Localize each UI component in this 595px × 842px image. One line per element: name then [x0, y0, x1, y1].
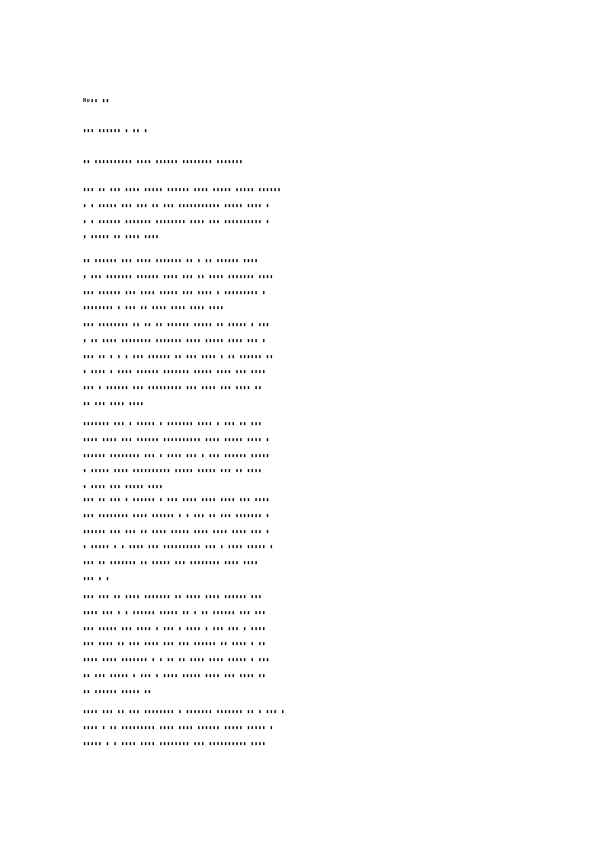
paragraph-line: ▮▮ ▮▮▮▮▮▮ ▮▮▮▮▮ ▮▮ [83, 688, 152, 695]
paragraph-line: ▮▮ ▮▮▮▮▮▮ ▮▮▮ ▮▮▮▮ ▮▮▮▮▮▮▮ ▮▮ ▮ ▮▮ ▮▮▮▮▮▮ ▮▮▮▮ [83, 258, 259, 264]
paragraph-line: ▮ ▮▮▮ ▮▮▮▮▮▮▮ ▮▮▮▮▮▮ ▮▮▮▮ ▮▮▮ ▮▮ ▮▮▮▮ ▮▮▮▮▮▮▮ ▮▮▮▮ [83, 273, 274, 280]
paragraph-line: ▮▮▮ ▮▮ ▮▮▮ ▮ ▮▮▮▮▮▮ ▮ ▮▮▮ ▮▮▮▮ ▮▮▮▮ ▮▮▮▮ ▮▮▮ ▮▮▮▮ [83, 497, 270, 503]
paragraph-line: ▮▮▮ ▮▮▮▮▮▮ ▮▮▮ ▮▮▮▮ ▮▮▮▮▮ ▮▮▮ ▮▮▮▮ ▮ ▮▮▮▮▮▮▮▮▮ ▮ [83, 289, 266, 296]
paragraph-line: ▮▮▮ ▮▮▮▮▮ ▮▮▮ ▮▮▮▮ ▮ ▮▮▮ ▮ ▮▮▮▮ ▮ ▮▮▮ ▮▮▮ ▮ ▮▮▮▮ [83, 625, 266, 632]
paragraph-line: ▮▮ ▮▮▮ ▮▮▮▮ ▮▮▮▮ [83, 401, 144, 407]
paragraph-line: ▮▮▮▮▮▮ ▮▮▮ ▮▮▮ ▮▮ ▮▮▮▮ ▮▮▮▮▮ ▮▮▮▮ ▮▮▮▮ ▮▮▮▮ ▮▮▮ ▮ [83, 528, 270, 535]
paragraph-line: ▮▮▮ ▮▮ ▮▮▮▮▮▮▮ ▮▮ ▮▮▮▮▮ ▮▮▮ ▮▮▮▮▮▮▮▮ ▮▮▮▮ ▮▮▮▮ [83, 560, 259, 567]
author-name: Nu▮▮ ▮▮ [83, 98, 110, 104]
document-date: ▮▮▮ ▮▮▮▮▮▮ ▮ ▮▮ ▮ [83, 128, 148, 134]
paragraph-line: ▮ ▮▮▮▮▮ ▮▮ ▮▮▮▮ ▮▮▮▮ [83, 234, 160, 241]
paragraph-line: ▮ ▮ ▮▮▮▮▮ ▮▮▮ ▮▮▮ ▮▮ ▮▮▮ ▮▮▮▮▮▮▮▮▮▮▮ ▮▮▮▮▮ ▮▮▮▮ ▮ [83, 202, 270, 209]
paragraph-line: ▮ ▮▮▮▮▮ ▮▮▮▮ ▮▮▮▮▮▮▮▮▮▮ ▮▮▮▮▮ ▮▮▮▮▮ ▮▮▮ ▮▮ ▮▮▮▮ [83, 468, 263, 475]
document-title: ▮▮ ▮▮▮▮▮▮▮▮▮▮ ▮▮▮▮ ▮▮▮▮▮▮ ▮▮▮▮▮▮▮▮ ▮▮▮▮▮▮▮ [83, 159, 244, 165]
paragraph-line: ▮▮▮▮ ▮▮▮▮ ▮▮▮ ▮▮▮▮▮▮ ▮▮▮▮▮▮▮▮▮▮ ▮▮▮▮ ▮▮▮▮▮ ▮▮▮▮ ▮ [83, 436, 270, 443]
paragraph-line: ▮ ▮▮▮▮▮ ▮ ▮ ▮▮▮▮ ▮▮▮ ▮▮▮▮▮▮▮▮▮▮ ▮▮▮ ▮ ▮▮▮▮ ▮▮▮▮▮ ▮ [83, 544, 274, 551]
paragraph-line: ▮▮▮▮▮▮▮▮ ▮ ▮▮▮ ▮▮ ▮▮▮▮ ▮▮▮▮ ▮▮▮▮ ▮▮▮▮ [83, 305, 224, 312]
paragraph-line: ▮ ▮ ▮▮▮▮▮▮ ▮▮▮▮▮▮▮ ▮▮▮▮▮▮▮▮ ▮▮▮▮ ▮▮▮ ▮▮▮▮▮▮▮▮▮▮ ▮ [83, 218, 270, 225]
paragraph-line: ▮▮▮ ▮ ▮▮▮▮▮▮ ▮▮▮ ▮▮▮▮▮▮▮▮▮ ▮▮▮ ▮▮▮▮ ▮▮▮ ▮▮▮▮ ▮▮ [83, 385, 263, 392]
paragraph-line: ▮▮▮▮▮ ▮ ▮ ▮▮▮▮ ▮▮▮▮ ▮▮▮▮▮▮▮▮ ▮▮▮ ▮▮▮▮▮▮▮▮▮▮ ▮▮▮▮ [83, 740, 266, 747]
paragraph-line: ▮ ▮▮▮▮ ▮ ▮▮▮▮ ▮▮▮▮▮▮ ▮▮▮▮▮▮▮ ▮▮▮▮▮ ▮▮▮▮ ▮▮▮ ▮▮▮▮ [83, 369, 266, 376]
paragraph-line: ▮▮▮▮ ▮ ▮▮ ▮▮▮▮▮▮▮▮▮ ▮▮▮▮ ▮▮▮▮ ▮▮▮▮▮▮ ▮▮▮▮▮ ▮▮▮▮▮ ▮ [83, 724, 274, 731]
paragraph-line: ▮▮▮ ▮▮▮ ▮▮ ▮▮▮▮ ▮▮▮▮▮▮▮ ▮▮ ▮▮▮▮ ▮▮▮▮ ▮▮▮▮▮▮ ▮▮▮ [83, 594, 263, 600]
paragraph-line: ▮▮▮ ▮ ▮ [83, 576, 110, 582]
paragraph-line: ▮▮▮▮▮▮ ▮▮▮▮▮▮▮▮ ▮▮▮ ▮ ▮▮▮▮ ▮▮▮ ▮ ▮▮▮ ▮▮▮▮▮▮ ▮▮▮▮▮ [83, 452, 270, 459]
paragraph-line: ▮▮▮▮▮▮▮ ▮▮▮ ▮ ▮▮▮▮▮ ▮ ▮▮▮▮▮▮▮ ▮▮▮▮ ▮ ▮▮▮ ▮▮ ▮▮▮ [83, 421, 263, 427]
paragraph-line: ▮ ▮▮ ▮▮▮▮ ▮▮▮▮▮▮▮▮ ▮▮▮▮▮▮▮ ▮▮▮▮ ▮▮▮▮▮ ▮▮▮▮ ▮▮▮ ▮ [83, 337, 266, 344]
paragraph-line: ▮▮▮▮ ▮▮▮ ▮ ▮ ▮▮▮▮▮▮ ▮▮▮▮▮ ▮▮ ▮ ▮▮ ▮▮▮▮▮▮ ▮▮▮ ▮▮▮ [83, 609, 266, 616]
paragraph-line: ▮▮▮ ▮▮▮▮▮▮▮▮ ▮▮▮▮ ▮▮▮▮▮▮ ▮ ▮ ▮▮▮ ▮▮ ▮▮▮ ▮▮▮▮▮▮▮ ▮ [83, 512, 270, 519]
paragraph-line: ▮▮▮ ▮▮ ▮▮▮ ▮▮▮▮ ▮▮▮▮▮ ▮▮▮▮▮▮ ▮▮▮▮ ▮▮▮▮▮ ▮▮▮▮▮ ▮▮▮▮▮▮ [83, 187, 282, 193]
paragraph-line: ▮ ▮▮▮▮ ▮▮▮ ▮▮▮▮▮ ▮▮▮▮ [83, 484, 164, 491]
paragraph-line: ▮▮▮▮ ▮▮▮▮ ▮▮▮▮▮▮▮ ▮ ▮ ▮▮ ▮▮ ▮▮▮▮ ▮▮▮▮ ▮▮▮▮▮ ▮ ▮▮▮ [83, 657, 270, 664]
paragraph-line: ▮▮▮ ▮▮ ▮ ▮ ▮ ▮▮▮ ▮▮▮▮▮▮ ▮▮ ▮▮▮ ▮▮▮▮ ▮ ▮▮ ▮▮▮▮▮▮ ▮▮ [83, 353, 274, 360]
paragraph-line: ▮▮▮ ▮▮▮▮ ▮▮ ▮▮▮ ▮▮▮▮ ▮▮▮ ▮▮▮ ▮▮▮▮▮▮ ▮▮ ▮▮▮▮ ▮ ▮▮ [83, 641, 266, 648]
paragraph-line: ▮▮▮ ▮▮▮▮▮▮▮▮ ▮▮ ▮▮ ▮▮ ▮▮▮▮▮▮ ▮▮▮▮▮ ▮▮ ▮▮▮▮▮ ▮ ▮▮▮ [83, 322, 270, 328]
paragraph-line: ▮▮▮▮ ▮▮▮ ▮▮ ▮▮▮ ▮▮▮▮▮▮▮▮ ▮ ▮▮▮▮▮▮▮ ▮▮▮▮▮▮▮ ▮▮ ▮ ▮▮▮ ▮ [83, 709, 285, 715]
paragraph-line: ▮▮ ▮▮▮ ▮▮▮▮▮ ▮ ▮▮▮ ▮ ▮▮▮▮ ▮▮▮▮▮ ▮▮▮▮ ▮▮▮ ▮▮▮▮ ▮▮ [83, 673, 266, 679]
